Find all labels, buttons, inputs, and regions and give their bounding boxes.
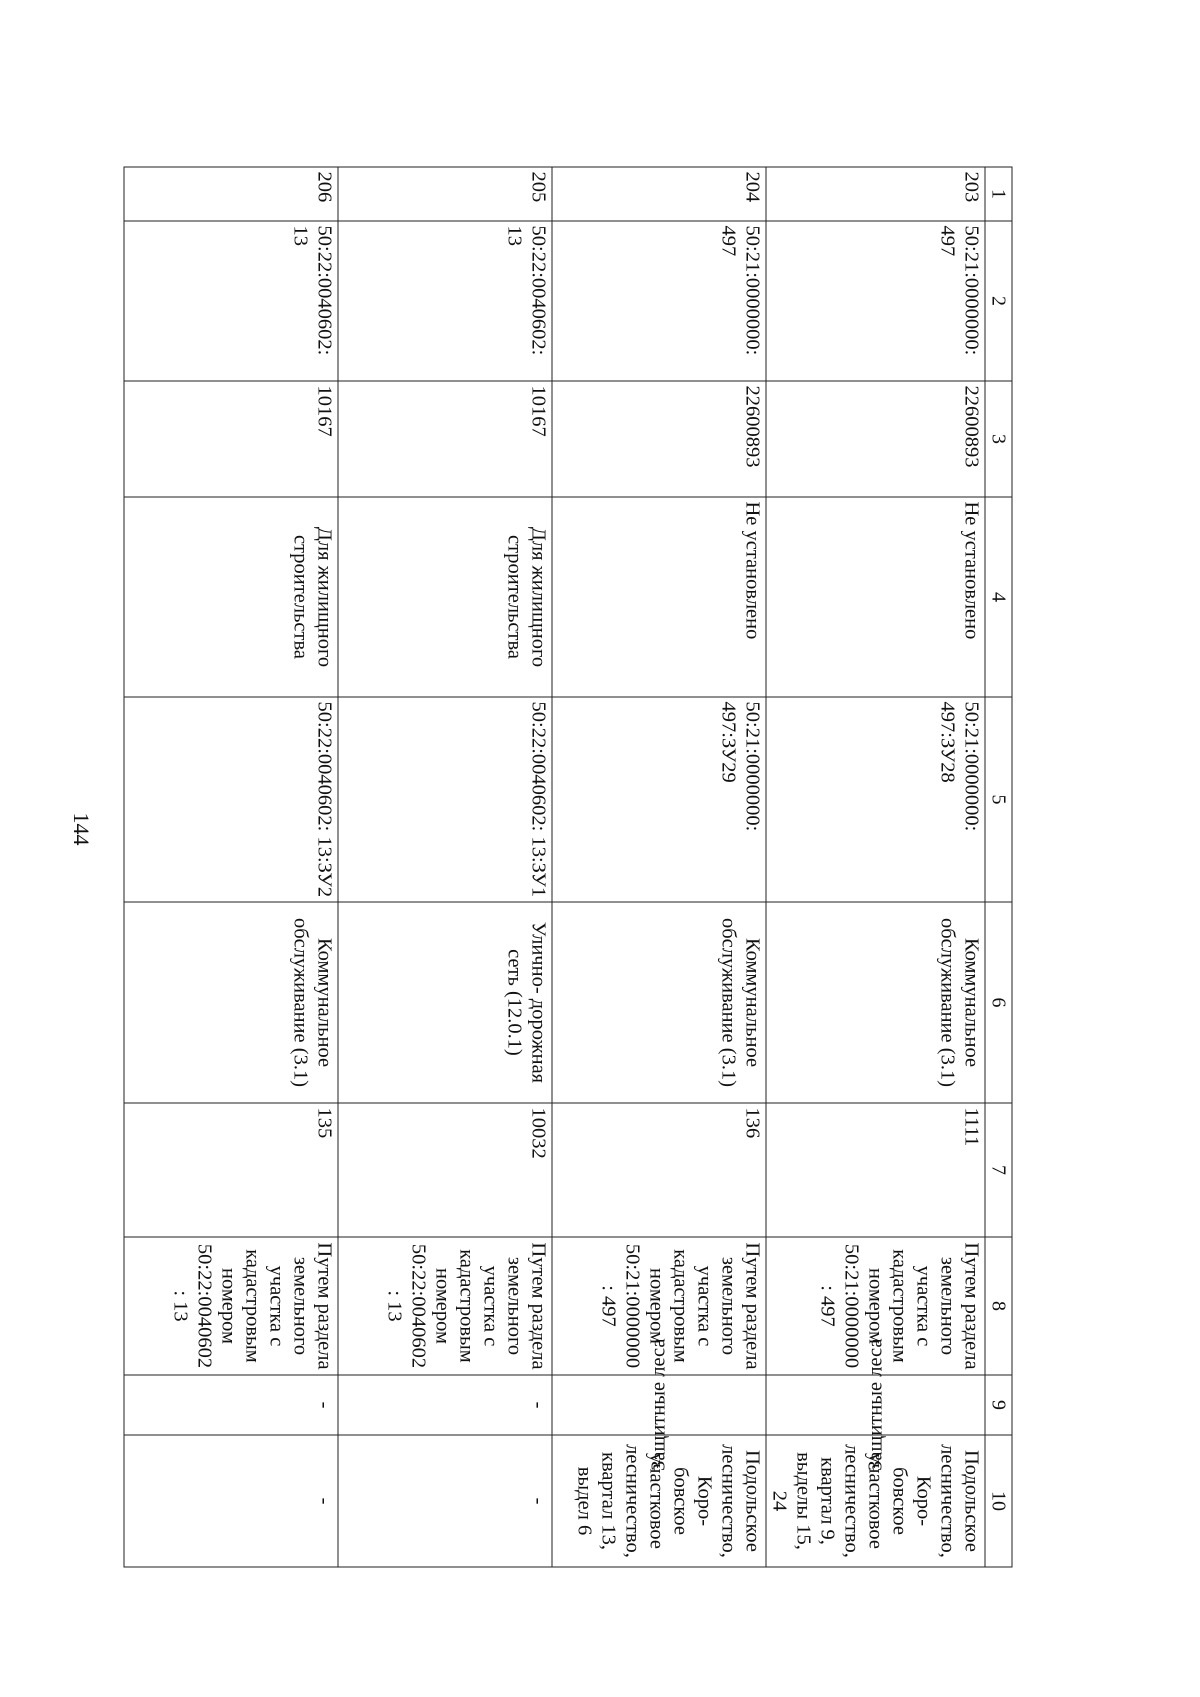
column-number: 5 [985,697,1012,902]
forest-category: - [124,1375,338,1435]
row-number: 203 [766,167,985,221]
new-plot-area: 135 [124,1103,338,1237]
use-type: Улично- дорожная сеть (12.0.1) [338,902,552,1103]
source-area: 10167 [338,381,552,497]
column-number: 1 [985,167,1012,221]
new-plot-area: 136 [552,1103,766,1237]
formation-method: Путем раздела земельного участка с кадастровым номером 50:22:0040602: 13 [338,1237,552,1375]
forestry-location: Подольское лесничество, Коро- бовское участковое лесничество, квартал 13, выдел 6 [552,1435,766,1567]
new-plot-number: 50:22:0040602: 13:ЗУ1 [338,697,552,902]
land-plots-table [124,166,1013,1567]
formation-method: Путем раздела земельного участка с кадастровым номером 50:22:0040602: 13 [124,1237,338,1375]
formation-method: Путем раздела земельного участка с кадастровым номером 50:21:0000000: 497 [766,1237,985,1375]
row-number: 204 [552,167,766,221]
table-row [124,167,338,1567]
column-number: 7 [985,1103,1012,1237]
formation-method: Путем раздела земельного участка с кадастровым номером 50:21:0000000: 497 [552,1237,766,1375]
forestry-location: - [124,1435,338,1567]
use-type: Коммунальное обслуживание (3.1) [124,902,338,1103]
forest-category: Защитные леса [864,1338,887,1471]
forestry-location: - [338,1435,552,1567]
row-number: 205 [338,167,552,221]
table-row [552,167,766,1567]
permitted-use: Не установлено [552,497,766,697]
column-number: 8 [985,1237,1012,1375]
new-plot-area: 10032 [338,1103,552,1237]
forest-category-cell [552,1338,766,1471]
new-plot-number: 50:21:0000000: 497:ЗУ29 [552,697,766,902]
source-area: 10167 [124,381,338,497]
permitted-use: Для жилищного строительства [338,497,552,697]
column-number: 4 [985,497,1012,697]
column-number: 3 [985,381,1012,497]
new-plot-number: 50:21:0000000: 497:ЗУ28 [766,697,985,902]
table-row [766,167,985,1567]
new-plot-number: 50:22:0040602: 13:ЗУ2 [124,697,338,902]
use-type: Коммунальное обслуживание (3.1) [766,902,985,1103]
page-number: 144 [69,812,94,846]
forest-category: - [338,1375,552,1435]
source-area: 22600893 [766,381,985,497]
new-plot-area: 1111 [766,1103,985,1237]
source-cadastral-number: 50:22:0040602: 13 [338,221,552,381]
source-cadastral-number: 50:21:0000000: 497 [552,221,766,381]
permitted-use: Не установлено [766,497,985,697]
use-type: Коммунальное обслуживание (3.1) [552,902,766,1103]
table-row [338,167,552,1567]
source-area: 22600893 [552,381,766,497]
column-number-row [985,167,1012,1567]
forest-category: Защитные леса [648,1338,670,1471]
source-cadastral-number: 50:22:0040602: 13 [124,221,338,381]
column-number: 2 [985,221,1012,381]
permitted-use: Для жилищного строительства [124,497,338,697]
forestry-location: Подольское лесничество, Коро- бовское участковое лесничество, квартал 9, выделы 15, 24 [766,1435,985,1567]
rotated-table-container [124,166,1013,1566]
source-cadastral-number: 50:21:0000000: 497 [766,221,985,381]
row-number: 206 [124,167,338,221]
column-number: 9 [985,1375,1012,1435]
forest-category-cell [766,1338,985,1471]
column-number: 10 [985,1435,1012,1567]
column-number: 6 [985,902,1012,1103]
